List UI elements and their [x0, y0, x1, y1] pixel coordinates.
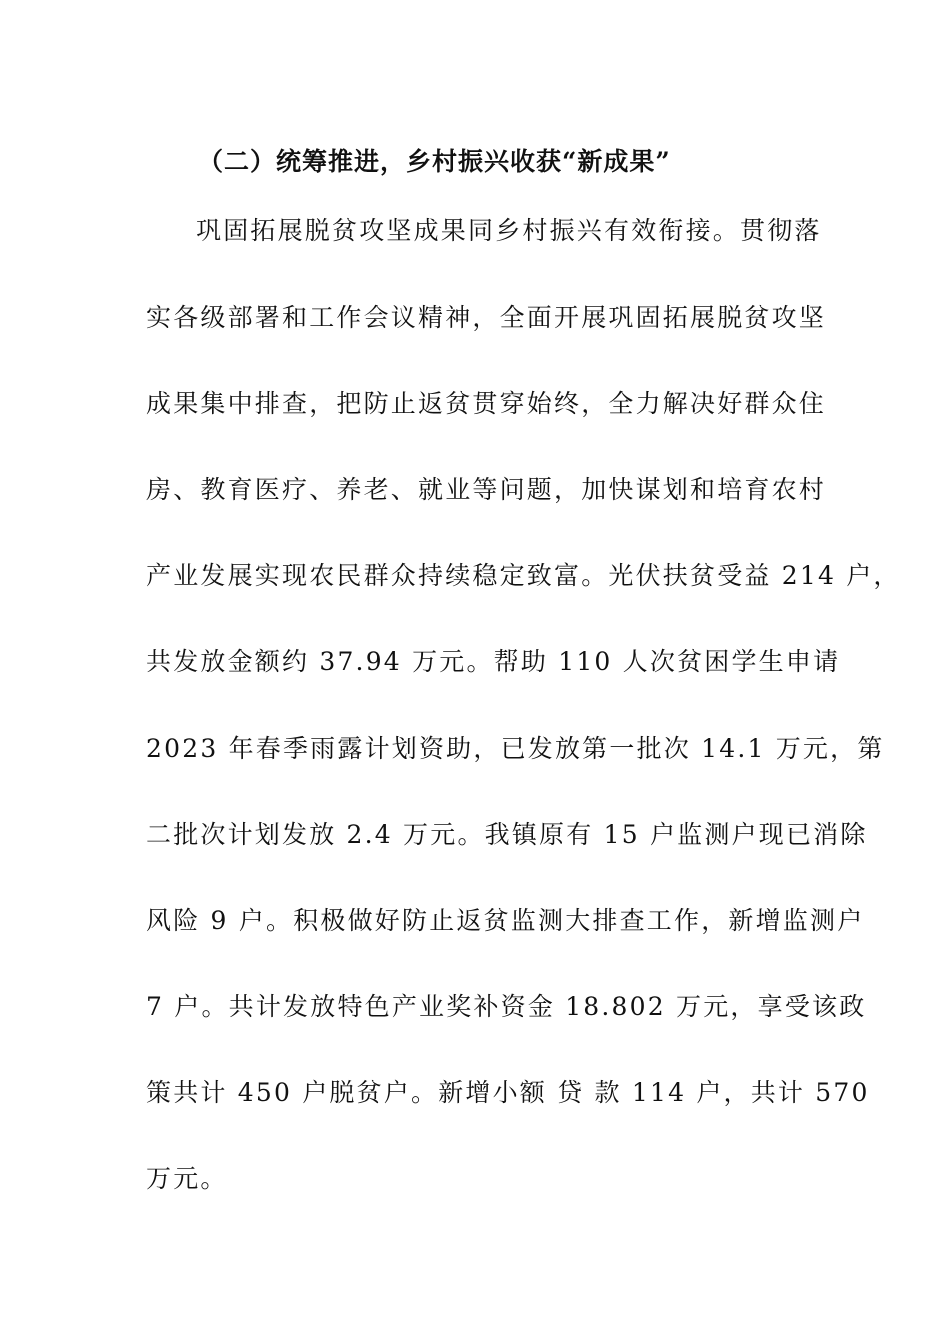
paragraph-line: 产业发展实现农民群众持续稳定致富。光伏扶贫受益 214 户，: [146, 561, 901, 590]
paragraph-line: 7 户。共计发放特色产业奖补资金 18.802 万元，享受该政: [146, 992, 867, 1021]
paragraph-line: 二批次计划发放 2.4 万元。我镇原有 15 户监测户现已消除: [146, 820, 868, 849]
paragraph-line: 万元。: [146, 1164, 228, 1193]
section-heading: （二）统筹推进，乡村振兴收获“新成果”: [198, 147, 671, 176]
paragraph-line: 2023 年春季雨露计划资助，已发放第一批次 14.1 万元，第: [146, 734, 885, 763]
paragraph-line: 房、教育医疗、养老、就业等问题，加快谋划和培育农村: [146, 475, 827, 504]
paragraph-line: 风险 9 户。积极做好防止返贫监测大排查工作，新增监测户: [146, 906, 865, 935]
paragraph-line: 成果集中排查，把防止返贫贯穿始终，全力解决好群众住: [146, 389, 827, 418]
paragraph-line: 策共计 450 户脱贫户。新增小额 贷 款 114 户，共计 570: [146, 1078, 870, 1107]
paragraph-line: 共发放金额约 37.94 万元。帮助 110 人次贫困学生申请: [146, 647, 841, 676]
paragraph-line: 巩固拓展脱贫攻坚成果同乡村振兴有效衔接。贯彻落: [196, 216, 822, 245]
paragraph-line: 实各级部署和工作会议精神，全面开展巩固拓展脱贫攻坚: [146, 303, 827, 332]
